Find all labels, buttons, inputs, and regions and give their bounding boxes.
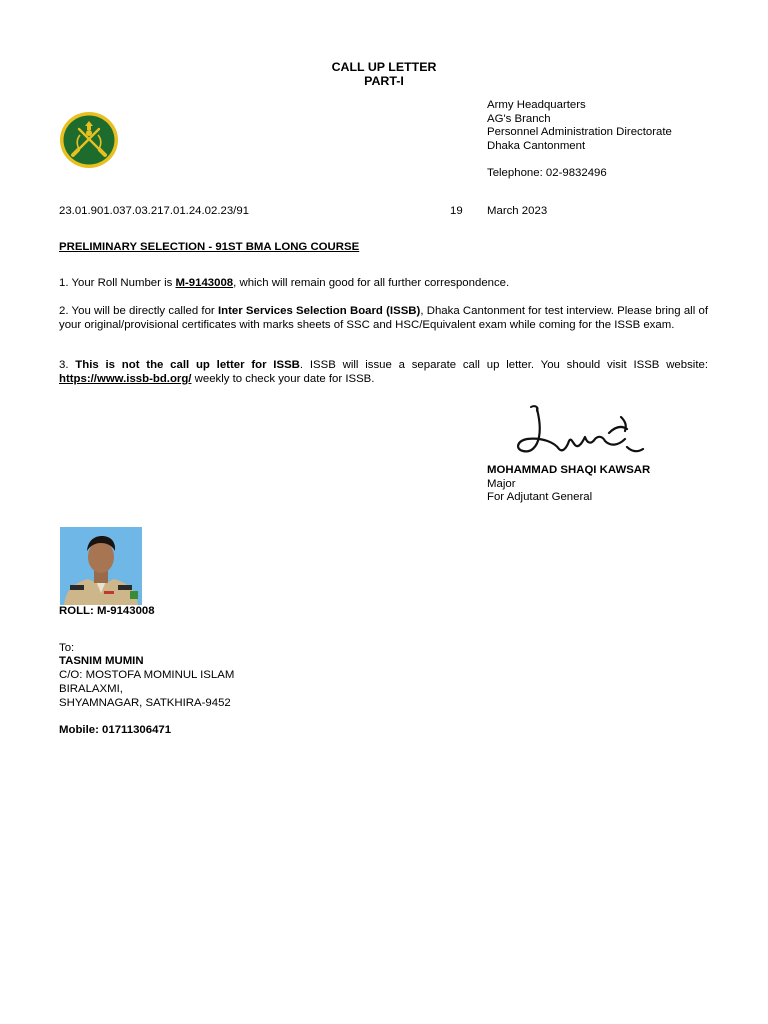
address-line-3: Personnel Administration Directorate [487,126,672,138]
candidate-address-3: SHYAMNAGAR, SATKHIRA-9452 [59,697,231,709]
address-line-2: AG's Branch [487,113,551,125]
paragraph-1 [59,277,708,291]
army-emblem-icon [59,111,119,169]
candidate-name: TASNIM MUMIN [59,655,144,667]
candidate-photo-drawing [60,527,142,605]
telephone: Telephone: 02-9832496 [487,167,607,179]
address-line-1: Army Headquarters [487,99,586,111]
p3-suffix: weekly to check your date for ISSB. [191,372,375,385]
to-label: To: [59,642,75,654]
letter-part: PART-I [364,74,404,88]
candidate-address-1: C/O: MOSTOFA MOMINUL ISLAM [59,669,235,681]
p3-bold: This is not the call up letter for ISSB [75,359,300,371]
paragraph-2 [59,305,708,332]
signatory-name: MOHAMMAD SHAQI KAWSAR [487,464,651,476]
p3-middle: . ISSB will issue a separate call up letter. You should visit ISSB website: [299,359,708,371]
candidate-photo [60,527,142,605]
p2-prefix: 2. You will be directly called for [59,305,218,317]
p1-prefix: 1. Your Roll Number is [59,277,176,289]
candidate-address-2: BIRALAXMI, [59,683,123,695]
p2-suffix: , Dhaka Cantonment for test interview. Please bring all of your original/provisional certificates with marks sheets of SSC and HSC/Equivalent exam while coming for the ISSB exam. [59,305,709,331]
p1-suffix: , which will remain good for all further correspondence. [233,277,510,289]
address-line-4: Dhaka Cantonment [487,140,586,152]
reference-number: 23.01.901.037.03.217.01.24.02.23/91 [59,205,250,217]
subject-heading: PRELIMINARY SELECTION - 91ST BMA LONG COURSE [59,241,360,253]
issb-website-link[interactable]: https://www.issb-bd.org/ [59,372,192,385]
p3-prefix: 3. [59,359,76,371]
issb-board: Inter Services Selection Board (ISSB) [217,305,421,317]
candidate-mobile: Mobile: 01711306471 [59,724,172,736]
roll-number: M-9143008 [175,277,234,289]
candidate-roll: ROLL: M-9143008 [59,605,155,617]
reference-month-year: March 2023 [487,205,548,217]
letter-title: CALL UP LETTER [331,60,437,74]
paragraph-3 [59,359,708,386]
signatory-rank: Major [487,478,516,490]
signatory-role: For Adjutant General [487,491,593,503]
signature-image [487,397,657,461]
reference-day: 19 [450,205,463,217]
